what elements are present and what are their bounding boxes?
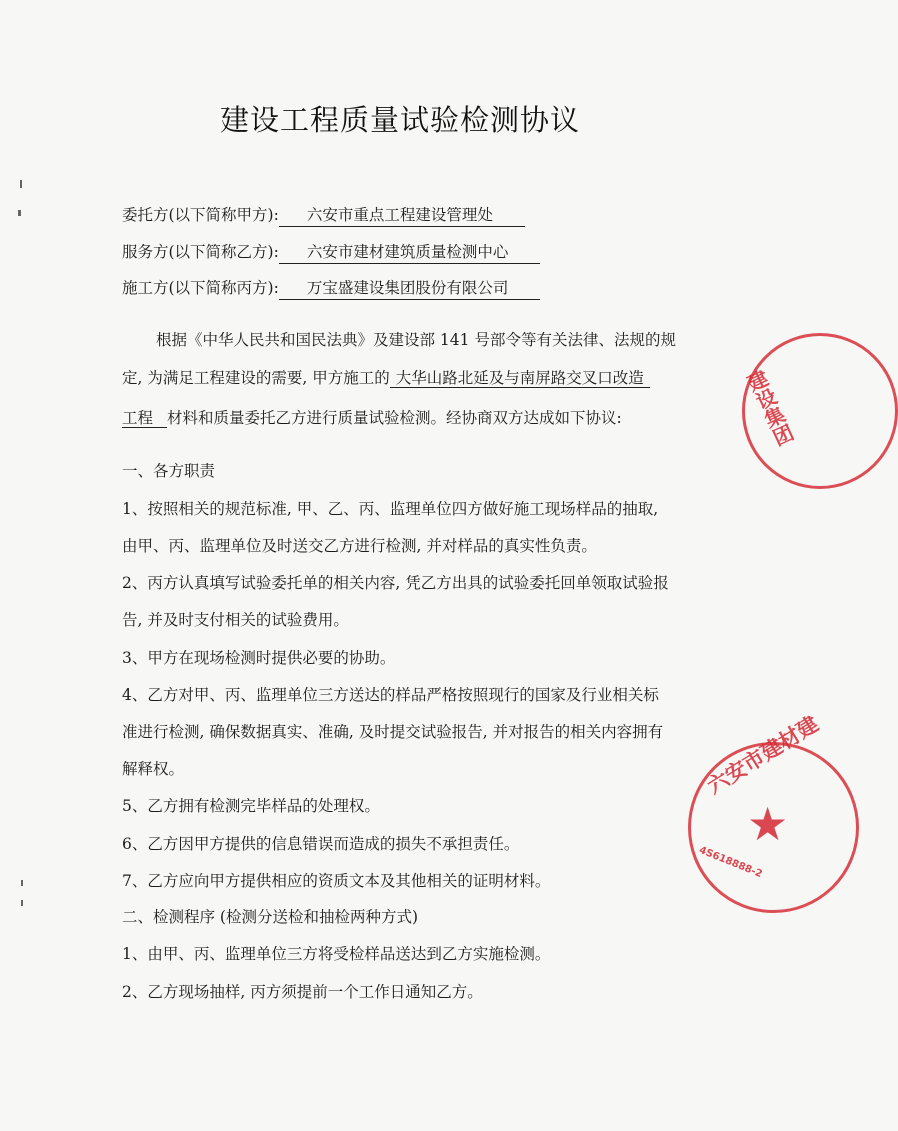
clause-line: 1、按照相关的规范标准, 甲、乙、丙、监理单位四方做好施工现场样品的抽取, [122,500,659,518]
intro-line [122,409,682,428]
party-service [122,240,540,264]
party-label: 施工方(以下简称丙方): [122,279,279,297]
document-title: 建设工程质量试验检测协议 [219,103,580,137]
clause-line: 7、乙方应向甲方提供相应的资质文本及其他相关的证明材料。 [122,872,551,890]
star-icon: ★ [747,797,789,851]
clause-line: 2、乙方现场抽样, 丙方须提前一个工作日通知乙方。 [122,983,483,1001]
intro-text: 材料和质量委托乙方进行质量试验检测。经协商双方达成如下协议: [167,409,622,427]
party-value: 万宝盛建设集团股份有限公司 [279,279,541,300]
clause-line: 解释权。 [122,760,185,778]
clause-line: 由甲、丙、监理单位及时送交乙方进行检测, 并对样品的真实性负责。 [122,537,597,555]
company-seal [742,333,898,489]
seal-text: 建设集团 [741,366,797,450]
binding-mark [21,880,23,886]
party-value: 六安市重点工程建设管理处 [279,206,525,227]
clause-line: 5、乙方拥有检测完毕样品的处理权。 [122,797,380,815]
section-heading: 一、各方职责 [122,462,216,480]
clause-line: 4、乙方对甲、丙、监理单位三方送达的样品严格按照现行的国家及行业相关标 [122,686,659,704]
project-name-cont: 工程 [122,409,167,428]
intro-text: 定, 为满足工程建设的需要, 甲方施工的 [122,369,390,387]
clause-line: 1、由甲、丙、监理单位三方将受检样品送达到乙方实施检测。 [122,945,551,963]
seal-code: 4S618888-2 [697,844,764,881]
binding-mark [21,900,23,906]
seal-text: 六安市建材建 [703,711,823,799]
intro-line: 根据《中华人民共和国民法典》及建设部 141 号部令等有关法律、法规的规 [156,331,676,349]
clause-line: 6、乙方因甲方提供的信息错误而造成的损失不承担责任。 [122,835,520,853]
party-client [122,203,525,227]
clause-line: 告, 并及时支付相关的试验费用。 [122,611,349,629]
section-heading: 二、检测程序 (检测分送检和抽检两种方式) [122,908,419,926]
binding-mark [18,210,21,216]
party-contractor [122,276,540,300]
binding-mark [20,180,22,188]
party-value: 六安市建材建筑质量检测中心 [279,243,541,264]
project-name: 大华山路北延及与南屏路交叉口改造 [390,369,650,388]
clause-line: 3、甲方在现场检测时提供必要的协助。 [122,649,396,667]
party-label: 委托方(以下简称甲方): [122,206,279,224]
party-label: 服务方(以下简称乙方): [122,243,279,261]
testing-center-seal [688,711,859,913]
intro-line [122,369,682,388]
clause-line: 2、丙方认真填写试验委托单的相关内容, 凭乙方出具的试验委托回单领取试验报 [122,574,669,592]
clause-line: 准进行检测, 确保数据真实、准确, 及时提交试验报告, 并对报告的相关内容拥有 [122,723,664,741]
